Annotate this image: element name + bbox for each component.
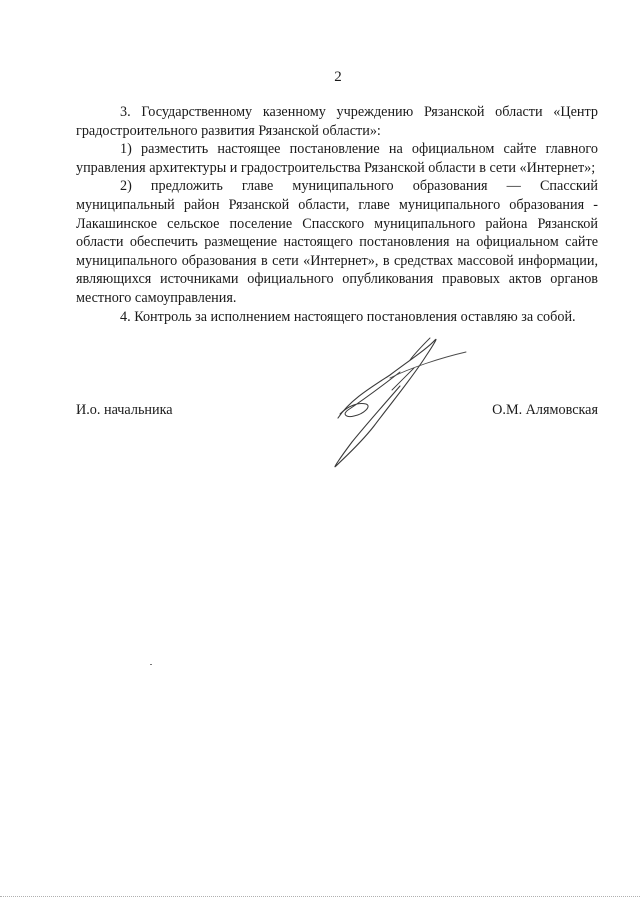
scan-artifact — [150, 664, 152, 665]
signature-stroke-loop — [340, 372, 400, 417]
paragraph-subitem-1: 1) разместить настоящее постановление на официальном сайте главного управления архитектуры и градостроительства Рязанской области в сети «Интернет»; — [76, 141, 598, 176]
paragraph-item-4: 4. Контроль за исполнением настоящего постановления оставляю за собой. — [120, 308, 576, 325]
scan-edge-line — [0, 896, 640, 897]
document-body — [76, 103, 598, 326]
signer-name: О.М. Алямовская — [492, 402, 598, 418]
signer-position: И.о. начальника — [76, 402, 173, 418]
handwritten-signature — [330, 330, 470, 470]
page-number: 2 — [334, 69, 342, 85]
paragraph-item-3: 3. Государственному казенному учреждению Рязанской области «Центр градостроительного развития Рязанской области»: — [76, 104, 598, 139]
signature-stroke-tail — [390, 352, 466, 378]
signature-stroke-main — [335, 339, 436, 466]
paragraph-subitem-2: 2) предложить главе муниципального образования — Спасский муниципальный район Рязанской области, главе муниципального образования - Лакашинское сельское поселение Спасского муниципального района Рязанской области обеспечить размещение настоящего постановления на официальном сайте муниципального образования в сети «Интернет», в средствах массовой информации, являющихся источниками официального опубликования правовых актов органов местного самоуправления. — [76, 178, 598, 306]
